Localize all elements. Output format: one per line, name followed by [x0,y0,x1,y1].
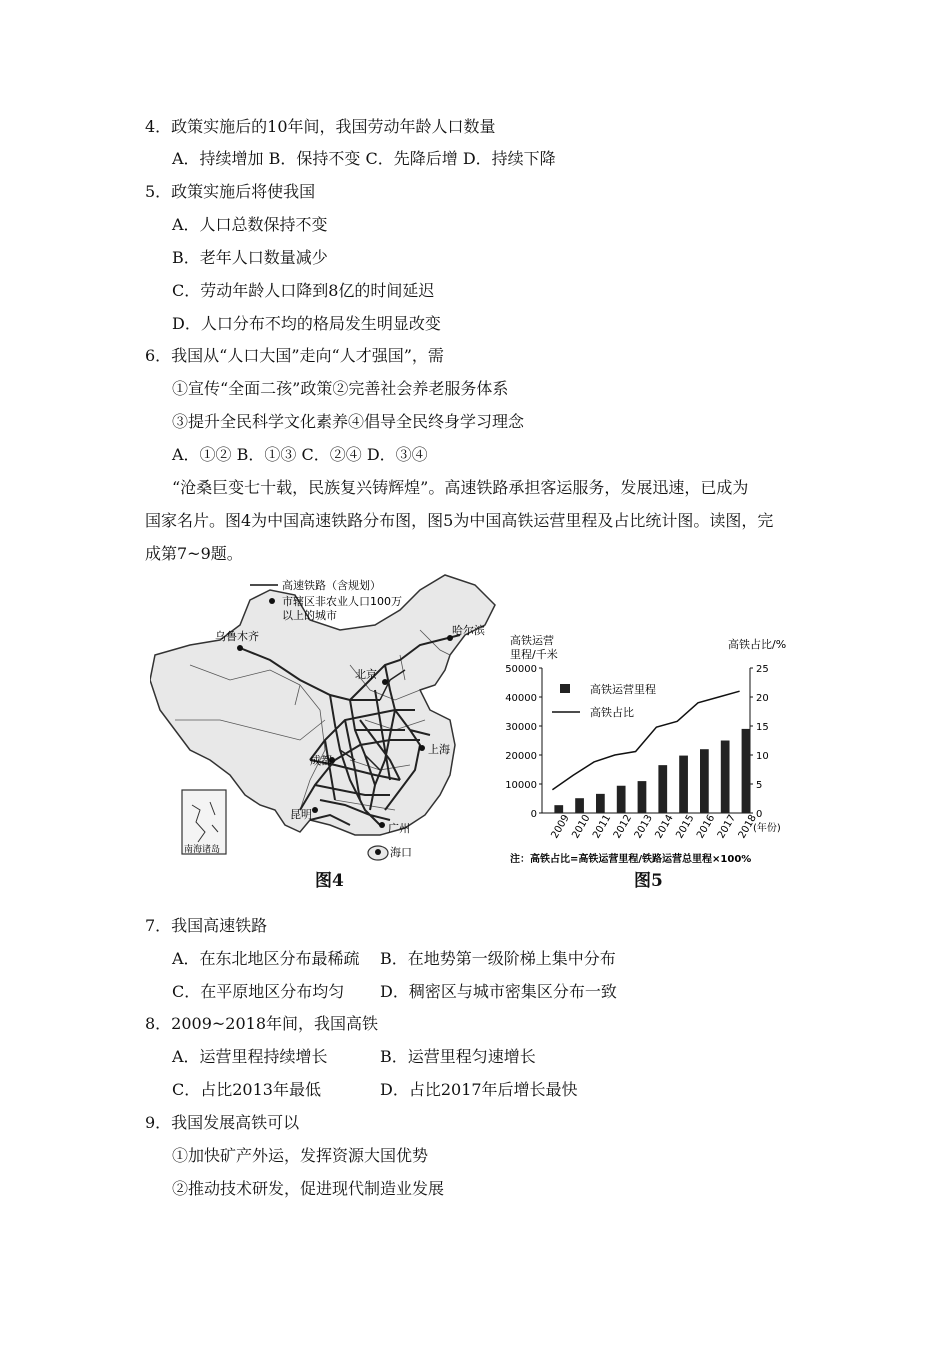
right-tick-label: 5 [756,780,763,791]
ylabel-right: 高铁占比/% [728,638,787,651]
city-kunming: 昆明 [290,808,312,821]
rail-chart [500,628,800,868]
x-tick-label-2018: 2018 [736,812,759,841]
bar-mileage-2015 [679,756,688,813]
x-tick-label-2010: 2010 [570,812,593,841]
q5-stem: 5．政策实施后将使我国 [145,182,316,201]
intro-line-1: “沧桑巨变七十载，民族复兴铸辉煌”。高速铁路承担客运服务，发展迅速，已成为 [172,478,749,497]
figure4-caption: 图4 [315,871,344,891]
right-tick-label: 25 [756,664,769,675]
q5-option-b: B．老年人口数量减少 [172,248,328,267]
q5-option-d: D．人口分布不均的格局发生明显改变 [172,314,441,333]
q7-stem: 7．我国高速铁路 [145,916,268,935]
left-tick-label: 40000 [505,693,537,704]
intro-line-3: 成第7~9题。 [145,544,243,563]
bar-mileage-2010 [575,798,584,813]
right-tick-label: 10 [756,751,769,762]
q9-statement-2: ②推动技术研发，促进现代制造业发展 [172,1179,445,1198]
bar-mileage-2013 [638,781,647,813]
q8-stem: 8．2009~2018年间，我国高铁 [145,1014,379,1033]
q7-option-a: A．在东北地区分布最稀疏 [172,949,360,968]
x-tick-label-2012: 2012 [611,812,635,841]
bar-mileage-2012 [617,786,626,813]
right-tick-label: 0 [756,809,763,820]
city-haikou: 海口 [390,846,412,859]
left-tick-label: 30000 [505,722,537,733]
x-unit: (年份) [753,823,781,834]
q7-option-b: B．在地势第一级阶梯上集中分布 [380,949,616,968]
q6-options: A．①② B．①③ C．②④ D．③④ [172,445,428,464]
bar-mileage-2018 [742,729,751,813]
city-shanghai: 上海 [428,743,450,756]
chart-note: 注：高铁占比=高铁运营里程/铁路运营总里程×100% [510,854,752,865]
city-chengdu: 成都 [310,754,332,767]
q8-option-c: C．占比2013年最低 [172,1080,321,1099]
figure5-caption: 图5 [634,871,663,891]
x-tick-label-2017: 2017 [715,812,739,841]
q5-option-a: A．人口总数保持不变 [172,215,328,234]
left-tick-label: 10000 [505,780,537,791]
ylabel-left-1: 高铁运营 [510,634,554,647]
left-tick-label: 20000 [505,751,537,762]
city-urumqi: 乌鲁木齐 [215,630,259,643]
bar-mileage-2016 [700,749,709,813]
legend-line-label: 高铁占比 [590,706,634,719]
q6-statement-1: ①宣传“全面二孩”政策②完善社会养老服务体系 [172,379,509,398]
x-tick-label-2013: 2013 [632,812,655,841]
bar-mileage-2011 [596,794,605,813]
x-tick-label-2009: 2009 [549,812,572,841]
right-tick-label: 15 [756,722,769,733]
q9-statement-1: ①加快矿产外运，发挥资源大国优势 [172,1146,429,1165]
city-guangzhou: 广州 [388,822,410,835]
q8-option-a: A．运营里程持续增长 [172,1047,328,1066]
legend-rail: 高速铁路（含规划） [282,579,381,592]
left-tick-label: 0 [530,809,537,820]
bar-mileage-2017 [721,741,730,814]
legend-bar-label: 高铁运营里程 [590,683,656,696]
ylabel-left-2: 里程/千米 [510,648,558,661]
inset-label: 南海诸岛 [184,845,221,855]
q8-option-d: D．占比2017年后增长最快 [380,1080,578,1099]
intro-line-2: 国家名片。图4为中国高速铁路分布图，图5为中国高铁运营里程及占比统计图。读图，完 [145,511,774,530]
left-tick-label: 50000 [505,664,537,675]
q4-options: A．持续增加 B．保持不变 C．先降后增 D．持续下降 [172,149,556,168]
legend-city-line1: 市辖区非农业人口100万 [282,595,402,608]
rail-map [150,570,500,870]
city-beijing: 北京 [355,668,377,681]
right-tick-label: 20 [756,693,769,704]
q6-stem: 6．我国从“人口大国”走向“人才强国”，需 [145,346,444,365]
legend-city-line2: 以上的城市 [282,609,337,622]
q4-stem: 4．政策实施后的10年间，我国劳动年龄人口数量 [145,117,496,136]
q6-statement-2: ③提升全民科学文化素养④倡导全民终身学习理念 [172,412,525,431]
x-tick-label-2011: 2011 [591,812,614,841]
x-tick-label-2016: 2016 [695,812,718,841]
line-share [552,691,739,790]
x-tick-label-2015: 2015 [674,812,697,841]
x-tick-label-2014: 2014 [653,812,676,841]
q9-stem: 9．我国发展高铁可以 [145,1113,300,1132]
q5-option-c: C．劳动年龄人口降到8亿的时间延迟 [172,281,435,300]
q7-option-d: D．稠密区与城市密集区分布一致 [380,982,617,1001]
bar-mileage-2009 [554,805,563,813]
bar-mileage-2014 [658,765,667,813]
q8-option-b: B．运营里程匀速增长 [380,1047,536,1066]
q7-option-c: C．在平原地区分布均匀 [172,982,345,1001]
city-harbin: 哈尔滨 [452,624,485,637]
legend-bar-swatch [560,684,570,693]
